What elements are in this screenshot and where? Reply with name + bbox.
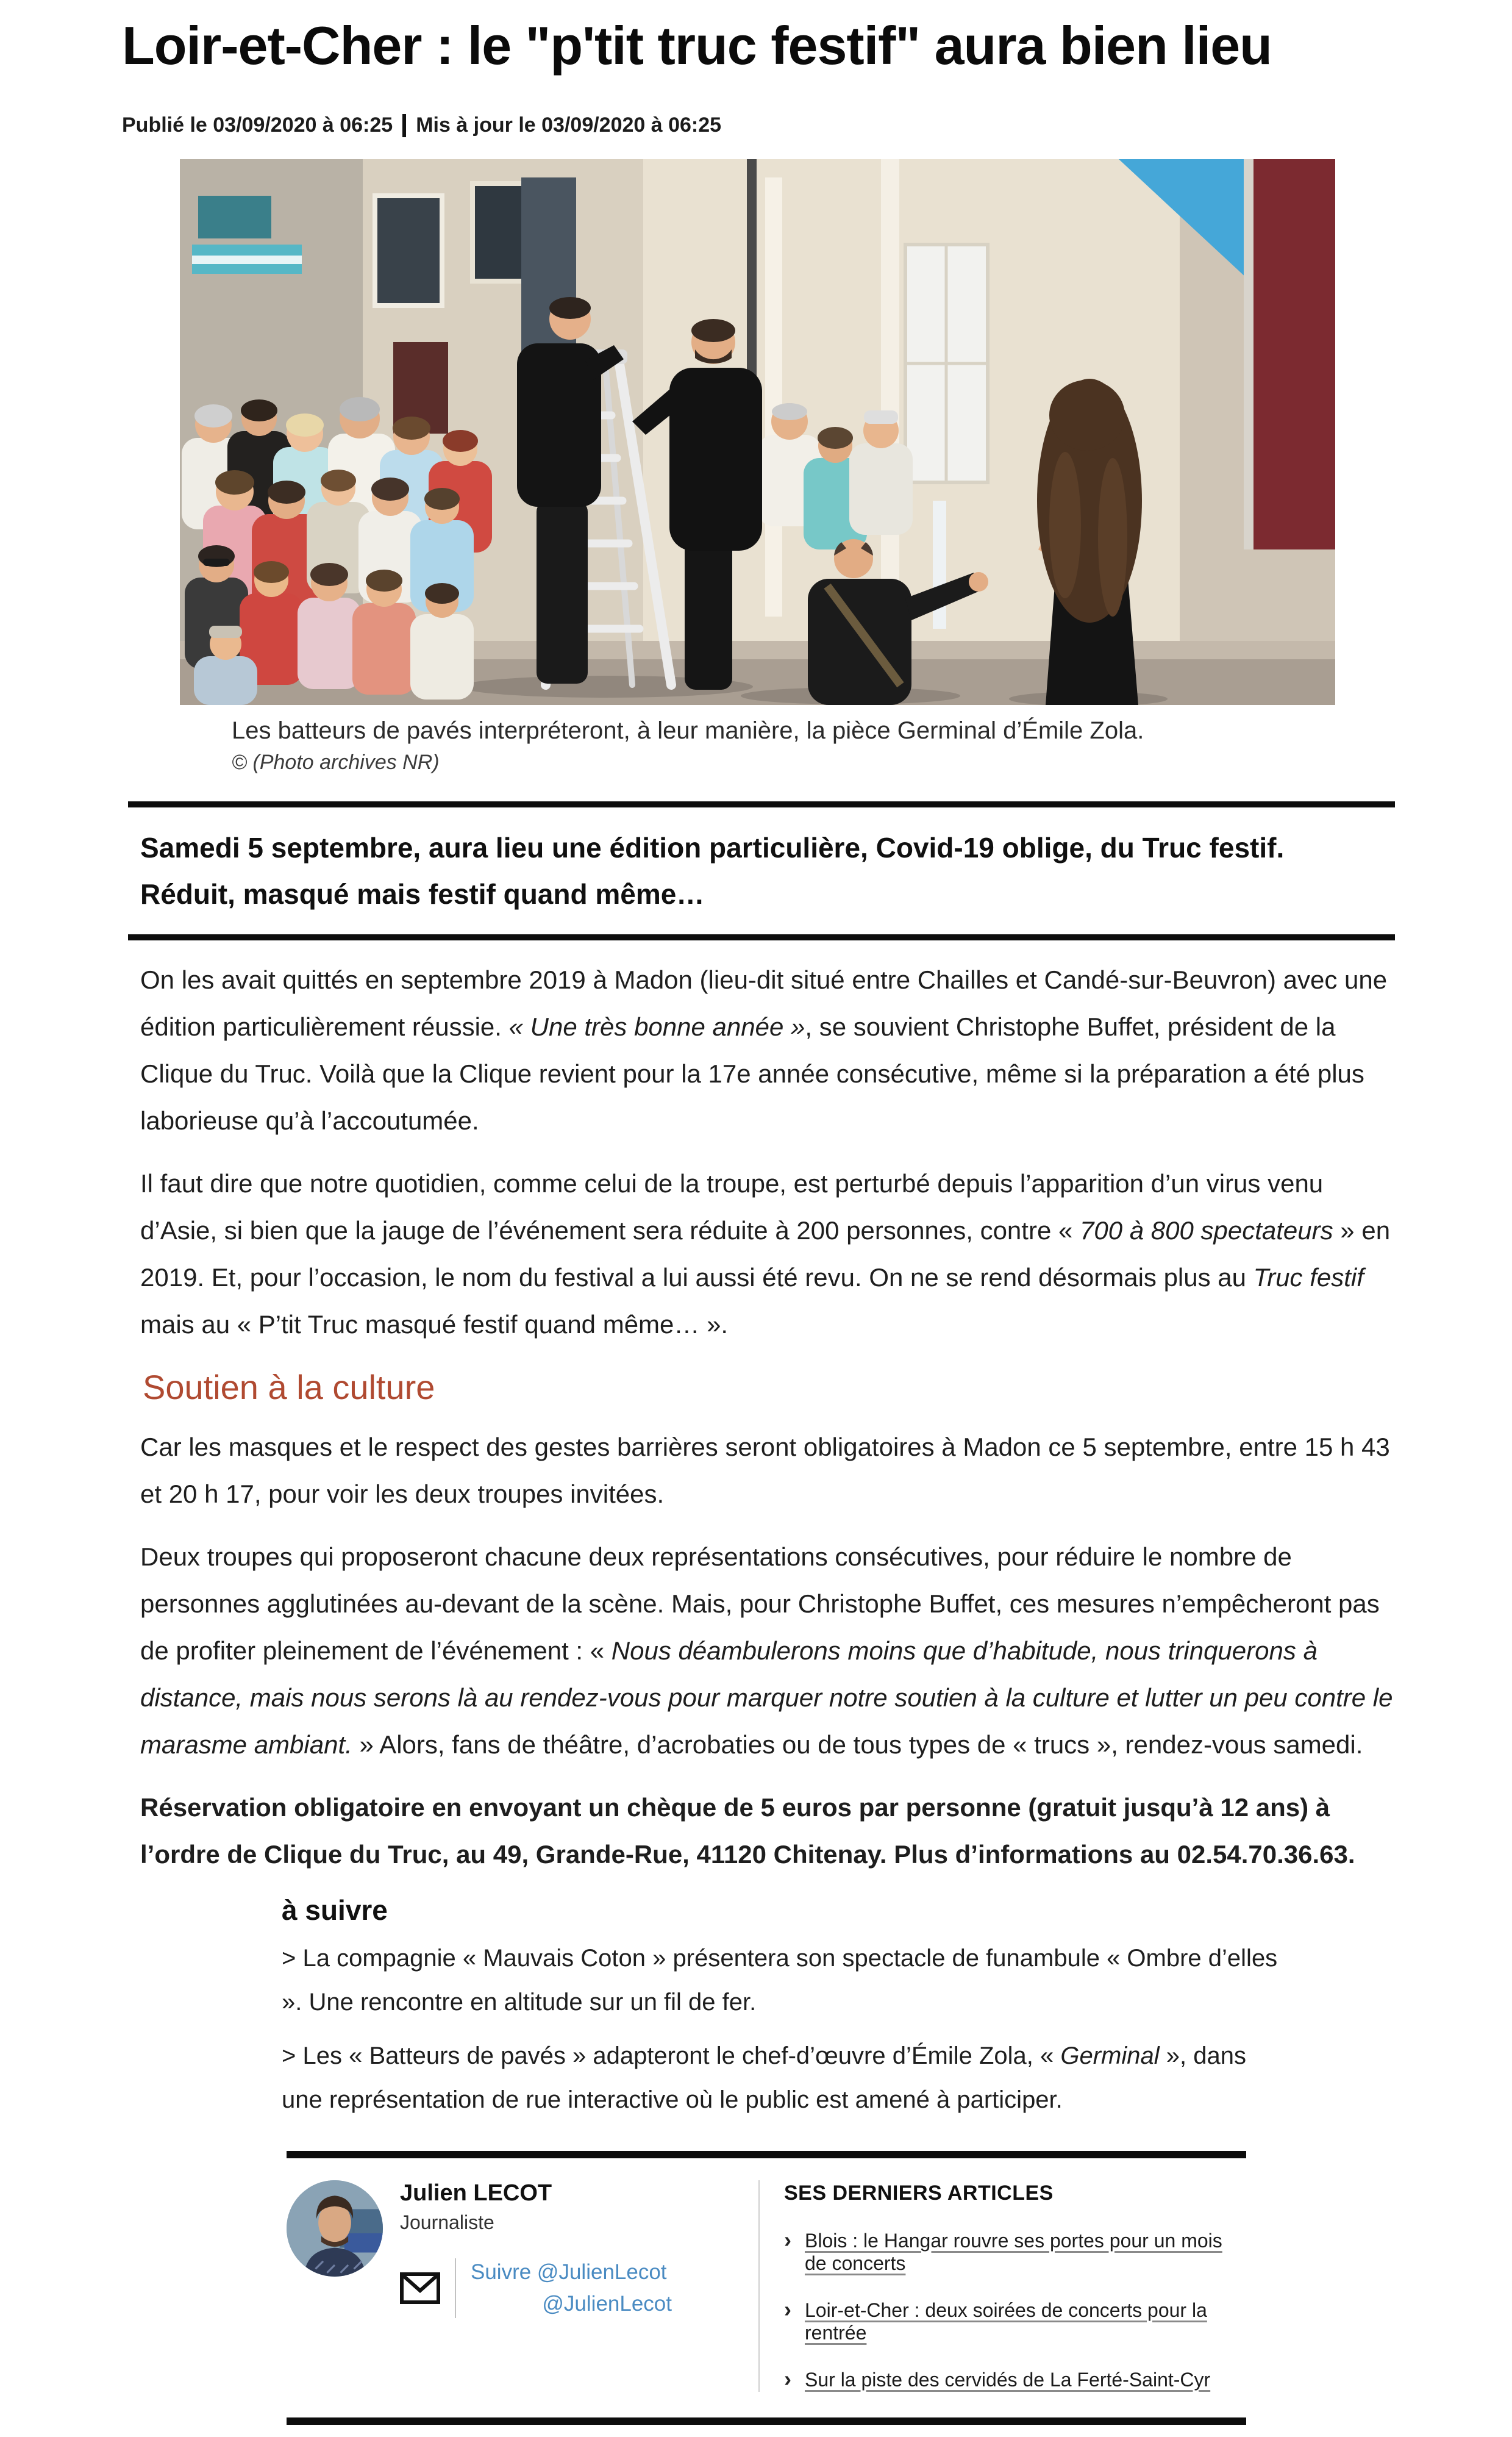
email-icon[interactable] — [400, 2272, 440, 2304]
published-date: Publié le 03/09/2020 à 06:25 — [122, 113, 393, 137]
follow-up-section — [282, 1894, 1282, 2122]
avatar — [287, 2180, 383, 2277]
author-block — [287, 2180, 750, 2392]
follow-up-heading: à suivre — [282, 1894, 388, 1926]
follow-up-item: > La compagnie « Mauvais Coton » présentera son spectacle de funambule « Ombre d’elles ». Une rencontre en altitude sur un fil de fer. — [282, 1945, 1278, 2016]
paragraph-reservation: Réservation obligatoire en envoyant un chèque de 5 euros par personne (gratuit jusqu’à 12 ans) à l’ordre de Clique du Truc, au 49, Grande-Rue, 41120 Chitenay. Plus d’informations au 02.54.70.36.63. — [140, 1793, 1355, 1869]
contact-divider — [455, 2258, 456, 2318]
twitter-handle-link[interactable]: @JulienLecot — [542, 2292, 672, 2316]
author-role: Journaliste — [400, 2211, 494, 2233]
standfirst-rule-bottom — [128, 934, 1395, 940]
latest-articles-block — [784, 2180, 1246, 2392]
follow-up-item: > Les « Batteurs de pavés » adapteront le chef-d’œuvre d’Émile Zola, « Germinal », dans une représentation de rue interactive où le public est amené à participer. — [282, 2042, 1246, 2113]
latest-article-row — [784, 2366, 1246, 2392]
author-contact-row — [400, 2258, 750, 2318]
author-name: Julien LECOT — [400, 2180, 552, 2206]
latest-article-link[interactable]: Loir-et-Cher : deux soirées de concerts pour la rentrée — [805, 2299, 1207, 2344]
article-photo — [180, 159, 1335, 705]
latest-article-link[interactable]: Blois : le Hangar rouvre ses portes pour un mois de concerts — [805, 2230, 1222, 2274]
latest-article-row — [784, 2297, 1246, 2344]
publication-meta — [122, 113, 1512, 137]
standfirst: Samedi 5 septembre, aura lieu une édition particulière, Covid-19 oblige, du Truc festif. Réduit, masqué mais festif quand même… — [140, 832, 1285, 910]
chevron-right-icon: › — [784, 2366, 791, 2391]
latest-article-row — [784, 2227, 1246, 2275]
paragraph-2: Il faut dire que notre quotidien, comme celui de la troupe, est perturbé depuis l’apparition d’un virus venu d’Asie, si bien que la jauge de l’événement sera réduite à 200 personnes, contre « 700 à 800 spectateurs » en 2019. Et, pour l’occasion, le nom du festival a lui aussi été revu. On ne se rend désormais plus au Truc festif mais au « P’tit Truc masqué festif quand même… ». — [140, 1169, 1391, 1339]
performer-woman — [1037, 379, 1142, 705]
latest-articles-heading: SES DERNIERS ARTICLES — [784, 2181, 1054, 2205]
author-info — [400, 2180, 750, 2392]
standfirst-rule-top — [128, 801, 1395, 807]
twitter-block — [471, 2260, 672, 2316]
footer-column-divider — [758, 2180, 760, 2392]
updated-date: Mis à jour le 03/09/2020 à 06:25 — [416, 113, 722, 137]
photo-caption: Les batteurs de pavés interpréteront, à leur manière, la pièce Germinal d’Émile Zola. — [232, 717, 1144, 744]
photo-credit: © (Photo archives NR) — [232, 751, 440, 774]
author-footer — [287, 2151, 1246, 2425]
meta-separator — [402, 114, 406, 137]
paragraph-4: Deux troupes qui proposeront chacune deux représentations consécutives, pour réduire le nombre de personnes agglutinées au-devant de la scène. Mais, pour Christophe Buffet, ces mesures n’empêcheront pas de profiter pleinement de l’événement : « Nous déambulerons moins que d’habitude, nous trinquerons à distance, mais nous serons là au rendez-vous pour marquer notre soutien à la culture et lutter un peu contre le marasme ambiant. » Alors, fans de théâtre, d’acrobaties ou de tous types de « trucs », rendez-vous samedi. — [140, 1542, 1393, 1759]
chevron-right-icon: › — [784, 2227, 791, 2252]
chevron-right-icon: › — [784, 2297, 791, 2322]
latest-article-link[interactable]: Sur la piste des cervidés de La Ferté-Saint-Cyr — [805, 2369, 1211, 2391]
page-title: Loir-et-Cher : le "p'tit truc festif" aura bien lieu — [122, 15, 1272, 76]
section-heading: Soutien à la culture — [143, 1368, 435, 1406]
paragraph-3: Car les masques et le respect des gestes barrières seront obligatoires à Madon ce 5 septembre, entre 15 h 43 et 20 h 17, pour voir les deux troupes invitées. — [140, 1433, 1390, 1508]
article-figure — [180, 159, 1335, 775]
twitter-follow-button[interactable]: Suivre @JulienLecot — [471, 2260, 667, 2284]
paragraph-1: On les avait quittés en septembre 2019 à Madon (lieu-dit situé entre Chailles et Candé-sur-Beuvron) avec une édition particulièrement réussie. « Une très bonne année », se souvient Christophe Buffet, président de la Clique du Truc. Voilà que la Clique revient pour la 17e année consécutive, même si la préparation a été plus laborieuse qu’à l’accoutumée. — [140, 965, 1388, 1135]
article-body — [140, 956, 1395, 1878]
